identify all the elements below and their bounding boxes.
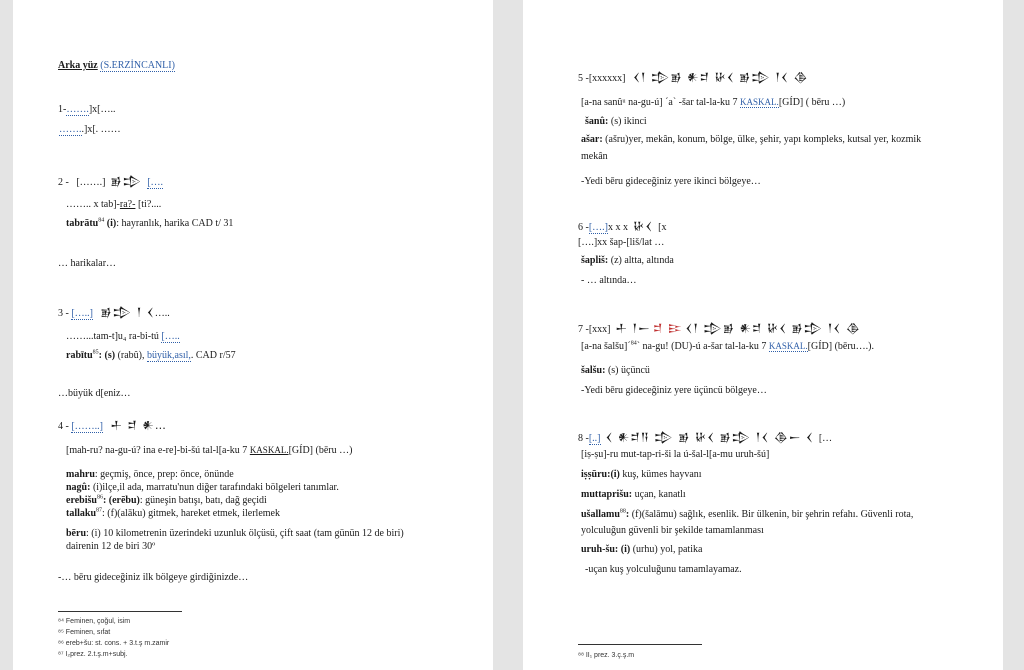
line-4-header: [58, 420, 167, 433]
line-3-translation: …büyük d[eniz…: [58, 388, 131, 399]
left-page: [13, 0, 493, 670]
line-1-b: [59, 124, 121, 136]
gloss-term: ušallamu: [581, 509, 620, 520]
footnote-86: ⁸⁶ ereb+šu: st. cons. + 3.t.ş m.zamir: [58, 640, 170, 647]
line-2-transliteration: [66, 199, 161, 211]
line-4-tr-a: [mah-ru? na-gu-ú? ina e-re]-bi-šú tal-l[a-ku 7: [66, 445, 250, 456]
footnote-ref: 84: [98, 217, 105, 224]
line-5-header: [578, 72, 808, 85]
line-1-rest: ]x[…..: [88, 104, 116, 115]
line-3-tr-end: […..: [161, 331, 180, 342]
line-2-tr-u: ra?-: [119, 199, 136, 210]
line-5-transliteration: [581, 96, 845, 109]
line-2-translation: … harikalar…: [58, 258, 117, 269]
gloss-term: erebišu: [66, 495, 97, 506]
line-4-transliteration: [66, 444, 352, 457]
gloss-mahru: [66, 469, 234, 481]
line-7-number: 7 -: [578, 324, 589, 335]
gloss-definition: : güneşin batışı, batı, dağ geçidi: [139, 495, 267, 506]
footnote-ref: 85: [92, 349, 99, 356]
line-5-number: 5 -: [578, 73, 589, 84]
gloss-term: mahru: [66, 469, 95, 480]
gloss-term: tallaku: [66, 508, 97, 519]
line-4-tr-c: [GÍD] (bēru …): [288, 445, 353, 456]
line-7-cuneiform-highlight: 𒄑 𒄿: [653, 322, 683, 335]
gloss-term-b: : (erēbu): [102, 495, 140, 506]
gloss-definition: kuş, kümes hayvanı: [619, 469, 702, 480]
gloss-erebisu: [66, 495, 267, 507]
title-author: (S.ERZİNCANLI): [100, 60, 175, 71]
line-4-tr-b: KASKAL.: [249, 445, 289, 455]
footnote-ref: 87: [96, 507, 103, 514]
footnote-ref: 88: [619, 508, 626, 515]
line-8-bracket: [..]: [588, 433, 601, 444]
gloss-issuru: [581, 469, 702, 481]
line-3-cuneiform: 𒂊𒄠 𒁹 𒌋: [100, 306, 155, 319]
line-5-tr-a: [a-na sanûᵘ na-gu-ú] ˊaˋ -šar tal-la-ku 7: [581, 97, 741, 108]
line-7-translation: -Yedi bēru gideceğiniz yere üçüncü bölgeye…: [581, 385, 767, 396]
gloss-nagu: [66, 482, 339, 494]
line-7-tr-b: ˋ na-gu! (DU)-ú a-šar tal-la-ku 7: [636, 341, 769, 352]
gloss-definition: uçan, kanatlı: [632, 489, 686, 500]
right-page: [523, 0, 1003, 670]
gloss-term: iṣṣūru:: [581, 469, 611, 480]
line-6-number: 6 -: [578, 222, 589, 233]
gloss-class: (i): [610, 469, 620, 480]
line-8-header: [578, 432, 832, 445]
line-3-end: …..: [154, 308, 170, 319]
line-6-cuneiform: 𒄩𒌋: [633, 220, 654, 233]
line-4-number: 4 -: [58, 421, 69, 432]
gloss-usallamu-cont: yolculuğun güvenli bir şekilde tamamlanması: [581, 525, 764, 536]
line-4-translation: -… bēru gideceğiniz ilk bölgeye girdiğinizde…: [58, 572, 249, 583]
line-1-a: [58, 104, 116, 116]
gloss-beru: [66, 528, 404, 540]
line-6-translation: - … altında…: [581, 275, 637, 286]
gloss-term: rabītu: [66, 350, 93, 361]
line-5-translation: -Yedi bēru gideceğiniz yere ikinci bölgeye…: [581, 176, 761, 187]
line-2-tr-a: …….. x tab]-: [66, 199, 120, 210]
gloss-term: uruh-šu:: [581, 544, 619, 555]
line-1b-gap: …….: [59, 124, 82, 135]
gloss-def-a: (rabû),: [115, 350, 147, 361]
gloss-term: šanû:: [585, 116, 609, 127]
gloss-uruhsu: [581, 544, 702, 556]
footnote-rule: [578, 644, 702, 645]
line-3-tr: ……...tam-t]u₄ ra-bi-tú: [66, 331, 159, 342]
gloss-tabratu: [66, 218, 233, 230]
gloss-definition: : (f)(alāku) gitmek, hareket etmek, ilerlemek: [102, 508, 280, 519]
line-7-cuneiform-b: 𒌋𒁹 𒄠𒂊 𒀭𒄑 𒄩𒌋 𒂊𒄠 𒁹𒌋 𒆠: [685, 322, 861, 335]
footnote-87: ⁸⁷ I₂prez. 2.t.ş.m+subj.: [58, 651, 128, 658]
line-6-header: [578, 221, 667, 234]
line-1-number: 1-: [58, 104, 67, 115]
gloss-usallamu: [581, 509, 913, 521]
line-3-bracket: […..]: [71, 308, 94, 319]
gloss-tallaku: [66, 508, 280, 520]
line-2-tr-end: [ti?....: [135, 199, 162, 210]
gloss-saplis: [581, 255, 674, 267]
line-3-transliteration: [66, 331, 180, 343]
line-5-tr-u: KASKAL.: [740, 97, 779, 107]
gloss-definition: (s) ikinci: [608, 116, 647, 127]
line-4-bracket: [……..]: [71, 421, 104, 432]
line-1-gap: …….: [66, 104, 89, 115]
line-2-cuneiform: 𒂊𒄠: [110, 175, 143, 188]
footnote-84: ⁸⁴ Feminen, çoğul, isim: [58, 618, 131, 625]
gloss-class: (i): [618, 544, 631, 555]
line-7-tr-a: [a-na šalšu]ˊ: [581, 341, 631, 352]
gloss-asar: [581, 134, 921, 146]
gloss-beru-cont: dairenin 12 de biri 30º: [66, 541, 156, 552]
line-5-tr-b: [GÍD] ( bēru …): [778, 97, 846, 108]
line-2-number: 2 -: [58, 177, 69, 188]
footnote-ref: 84: [630, 340, 637, 347]
gloss-definition: (f)(šalāmu) sağlık, esenlik. Bir ülkenin, bir şehrin refahı. Güvenli rota,: [629, 509, 914, 520]
line-3-number: 3 -: [58, 308, 69, 319]
gloss-class: : (s): [98, 350, 116, 361]
gloss-definition: (ašru)yer, mekân, konum, bölge, ülke, şehir, yapı kompleks, kutsal yer, kozmik: [602, 134, 922, 145]
line-2-header: [58, 176, 163, 189]
line-5-cuneiform: 𒌋𒁹 𒄠𒂊 𒀭𒄑 𒄩𒌋 𒂊𒄠 𒁹𒌋 𒆠: [633, 71, 809, 84]
gloss-term: ašar:: [581, 134, 603, 145]
line-7-tr-c: [GÍD] (bēru….).: [807, 341, 875, 352]
gloss-term: šalšu:: [581, 365, 606, 376]
gloss-salsu: [581, 365, 650, 377]
line-7-bracket: [xxx]: [588, 324, 611, 335]
gloss-definition: (z) altta, altında: [608, 255, 674, 266]
footnote-ref: 86: [96, 494, 103, 501]
title-text: Arka yüz: [58, 60, 98, 71]
gloss-sanu: [585, 116, 647, 128]
gloss-definition: (urhu) yol, patika: [630, 544, 703, 555]
gloss-asar-cont: mekân: [581, 151, 608, 162]
line-6-bracket: [….]: [588, 222, 609, 233]
footnote-85: ⁸⁵ Feminen, sıfat: [58, 629, 111, 636]
line-4-cuneiform: 𒈦 𒄑 𒀭…: [110, 419, 167, 432]
line-1b-rest: .]x[. ……: [81, 124, 121, 135]
gloss-class: (i): [104, 218, 117, 229]
gloss-muttaprisu: [581, 489, 686, 501]
line-7-tr-u: KASKAL.: [768, 341, 808, 351]
gloss-definition: (i)ilçe,il ada, marratu'nun diğer tarafındaki bölgeleri tanımlar.: [90, 482, 339, 493]
gloss-term: šapliš:: [581, 255, 609, 266]
gloss-definition: : geçmiş, önce, prep: önce, önünde: [94, 469, 234, 480]
line-5-bracket: [xxxxxx]: [588, 73, 626, 84]
line-8-transliteration: [iṣ-ṣu]-ru mut-tap-ri-ši la ú-šal-l[a-mu uruh-šú]: [581, 449, 770, 460]
page-title: [58, 60, 175, 72]
gloss-term: tabrātu: [66, 218, 99, 229]
footnote-rule: [58, 611, 182, 612]
line-6-end: [x: [658, 222, 667, 233]
line-2-end: [….: [147, 177, 164, 188]
line-3-header: [58, 307, 170, 320]
line-7-header: [578, 323, 861, 336]
line-7-transliteration: [581, 340, 874, 353]
gloss-def-c: . CAD r/57: [190, 350, 236, 361]
gloss-term: muttaprišu:: [581, 489, 633, 500]
gloss-rabitu: [66, 350, 236, 362]
line-2-bracket: […….]: [76, 177, 106, 188]
line-8-end: […: [818, 433, 833, 444]
line-8-number: 8 -: [578, 433, 589, 444]
gloss-term: bēru: [66, 528, 86, 539]
gloss-term: nagû:: [66, 482, 91, 493]
line-7-cuneiform-a: 𒈦 𒁹𒀸: [615, 322, 651, 335]
gloss-definition: : hayranlık, harika CAD t/ 31: [116, 218, 234, 229]
line-8-cuneiform: 𒌋 𒀭𒄑𒀀 𒄠 𒂊 𒄩𒌋 𒂊𒄠 𒁹𒌋 𒆠𒀸 𒌋: [605, 431, 814, 444]
line-8-translation: -uçan kuş yolculuğunu tamamlayamaz.: [585, 564, 742, 575]
gloss-def-u: büyük,asıl,: [147, 350, 191, 361]
line-6-mid: x x x: [608, 222, 629, 233]
gloss-definition: (s) üçüncü: [605, 365, 650, 376]
gloss-definition: : (i) 10 kilometrenin üzerindeki uzunluk ölçüsü, çift saat (tam günün 12 de biri): [86, 528, 404, 539]
gloss-term-b: :: [625, 509, 630, 520]
line-6-transliteration: [….]xx šap-[liš/lat …: [578, 237, 665, 248]
footnote-88: ⁸⁸ II₁ prez. 3.ç.ş.m: [578, 652, 635, 659]
